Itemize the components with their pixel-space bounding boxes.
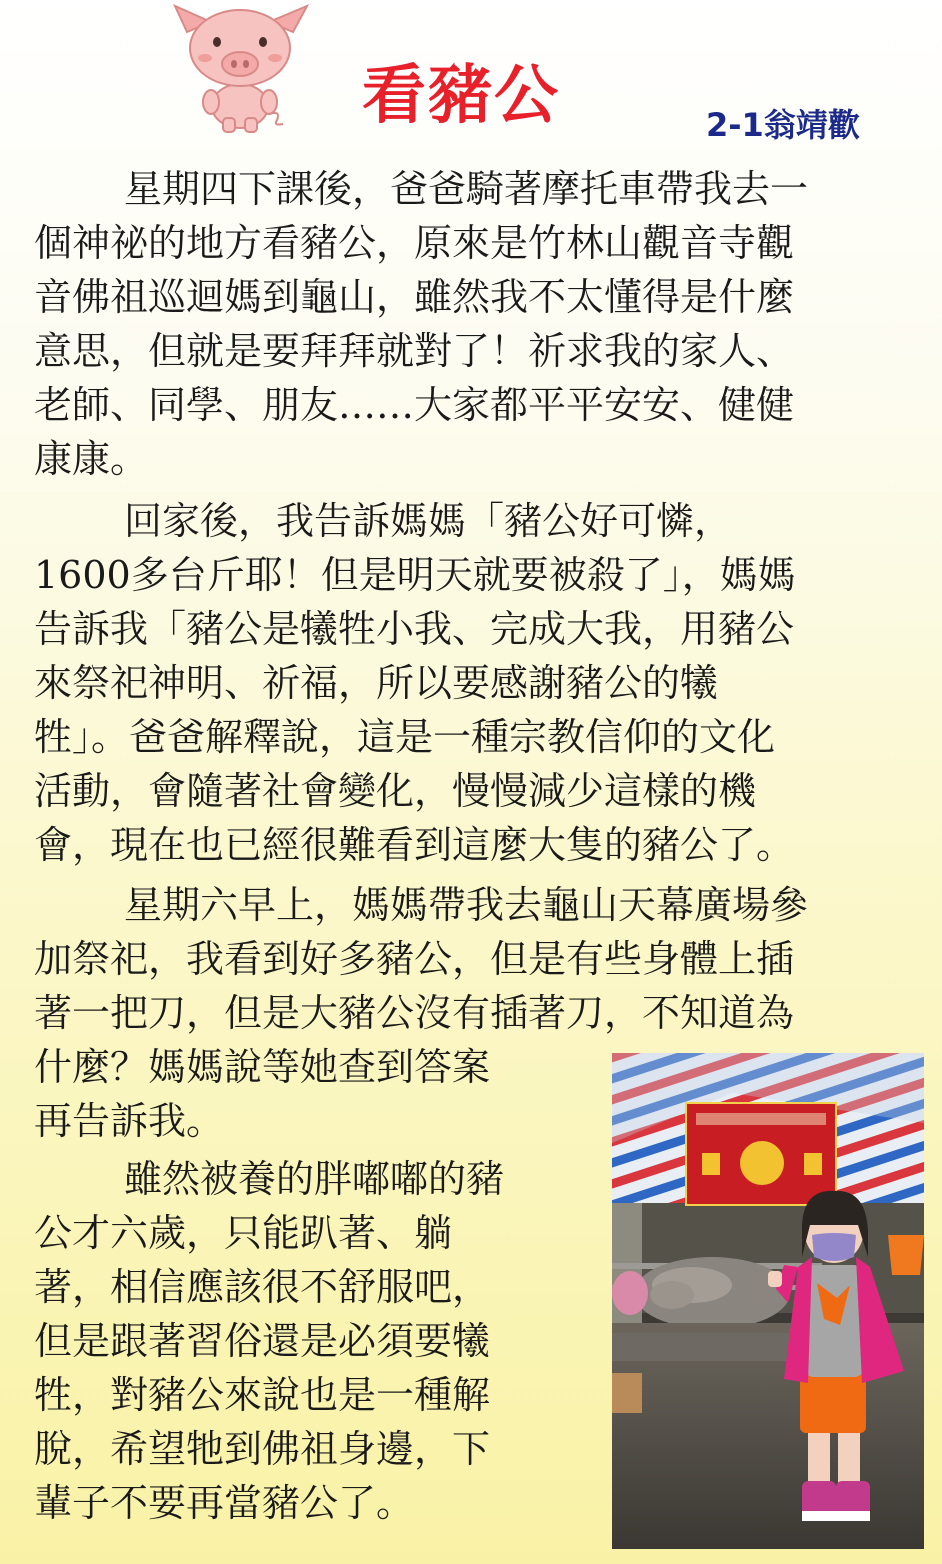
text-line: 但是跟著習俗還是必須要犧 <box>34 1319 491 1363</box>
text-line: 再告訴我。 <box>34 1099 225 1143</box>
event-photo <box>612 1053 924 1549</box>
text-line: 公才六歲，只能趴著、躺 <box>34 1211 453 1255</box>
text-line: 雖然被養的胖嘟嘟的豬 <box>124 1157 505 1201</box>
author-byline: 2-1翁靖歡 <box>706 106 860 144</box>
text-line: 什麼？媽媽說等她查到答案 <box>34 1045 491 1089</box>
text-line: 加祭祀，我看到好多豬公，但是有些身體上插 <box>34 937 795 981</box>
text-line: 來祭祀神明、祈福，所以要感謝豬公的犧 <box>34 661 719 705</box>
paragraph-2 <box>34 494 914 872</box>
text-line: 老師、同學、朋友……大家都平平安安、健健 <box>34 383 795 427</box>
photo-illustration <box>612 1053 924 1549</box>
text-line: 星期四下課後，爸爸騎著摩托車帶我去一 <box>124 167 809 211</box>
text-line: 星期六早上，媽媽帶我去龜山天幕廣場參 <box>124 883 809 927</box>
text-line: 著，相信應該很不舒服吧， <box>34 1265 491 1309</box>
text-line: 牲」。爸爸解釋說，這是一種宗教信仰的文化 <box>34 715 776 759</box>
text-line: 會，現在也已經很難看到這麼大隻的豬公了。 <box>34 823 795 867</box>
text-line: 輩子不要再當豬公了。 <box>34 1481 415 1525</box>
text-line: 牲，對豬公來說也是一種解 <box>34 1373 491 1417</box>
text-line: 脫，希望牠到佛祖身邊，下 <box>34 1427 491 1471</box>
paragraph-1 <box>34 162 914 486</box>
text-line: 意思，但就是要拜拜就對了！祈求我的家人、 <box>34 329 795 373</box>
text-line: 1600多台斤耶！但是明天就要被殺了」，媽媽 <box>34 553 796 597</box>
text-line: 告訴我「豬公是犧牲小我、完成大我，用豬公 <box>34 607 795 651</box>
cartoon-pig-icon <box>165 2 315 134</box>
article-title: 看豬公 <box>362 59 560 133</box>
text-line: 康康。 <box>34 437 149 481</box>
text-line: 回家後，我告訴媽媽「豬公好可憐， <box>124 499 733 543</box>
text-line: 個神祕的地方看豬公，原來是竹林山觀音寺觀 <box>34 221 795 265</box>
text-line: 活動，會隨著社會變化，慢慢減少這樣的機 <box>34 769 757 813</box>
paragraph-4 <box>34 1152 594 1530</box>
text-line: 著一把刀，但是大豬公沒有插著刀，不知道為 <box>34 991 795 1035</box>
text-line: 音佛祖巡迴媽到龜山，雖然我不太懂得是什麼 <box>34 275 795 319</box>
